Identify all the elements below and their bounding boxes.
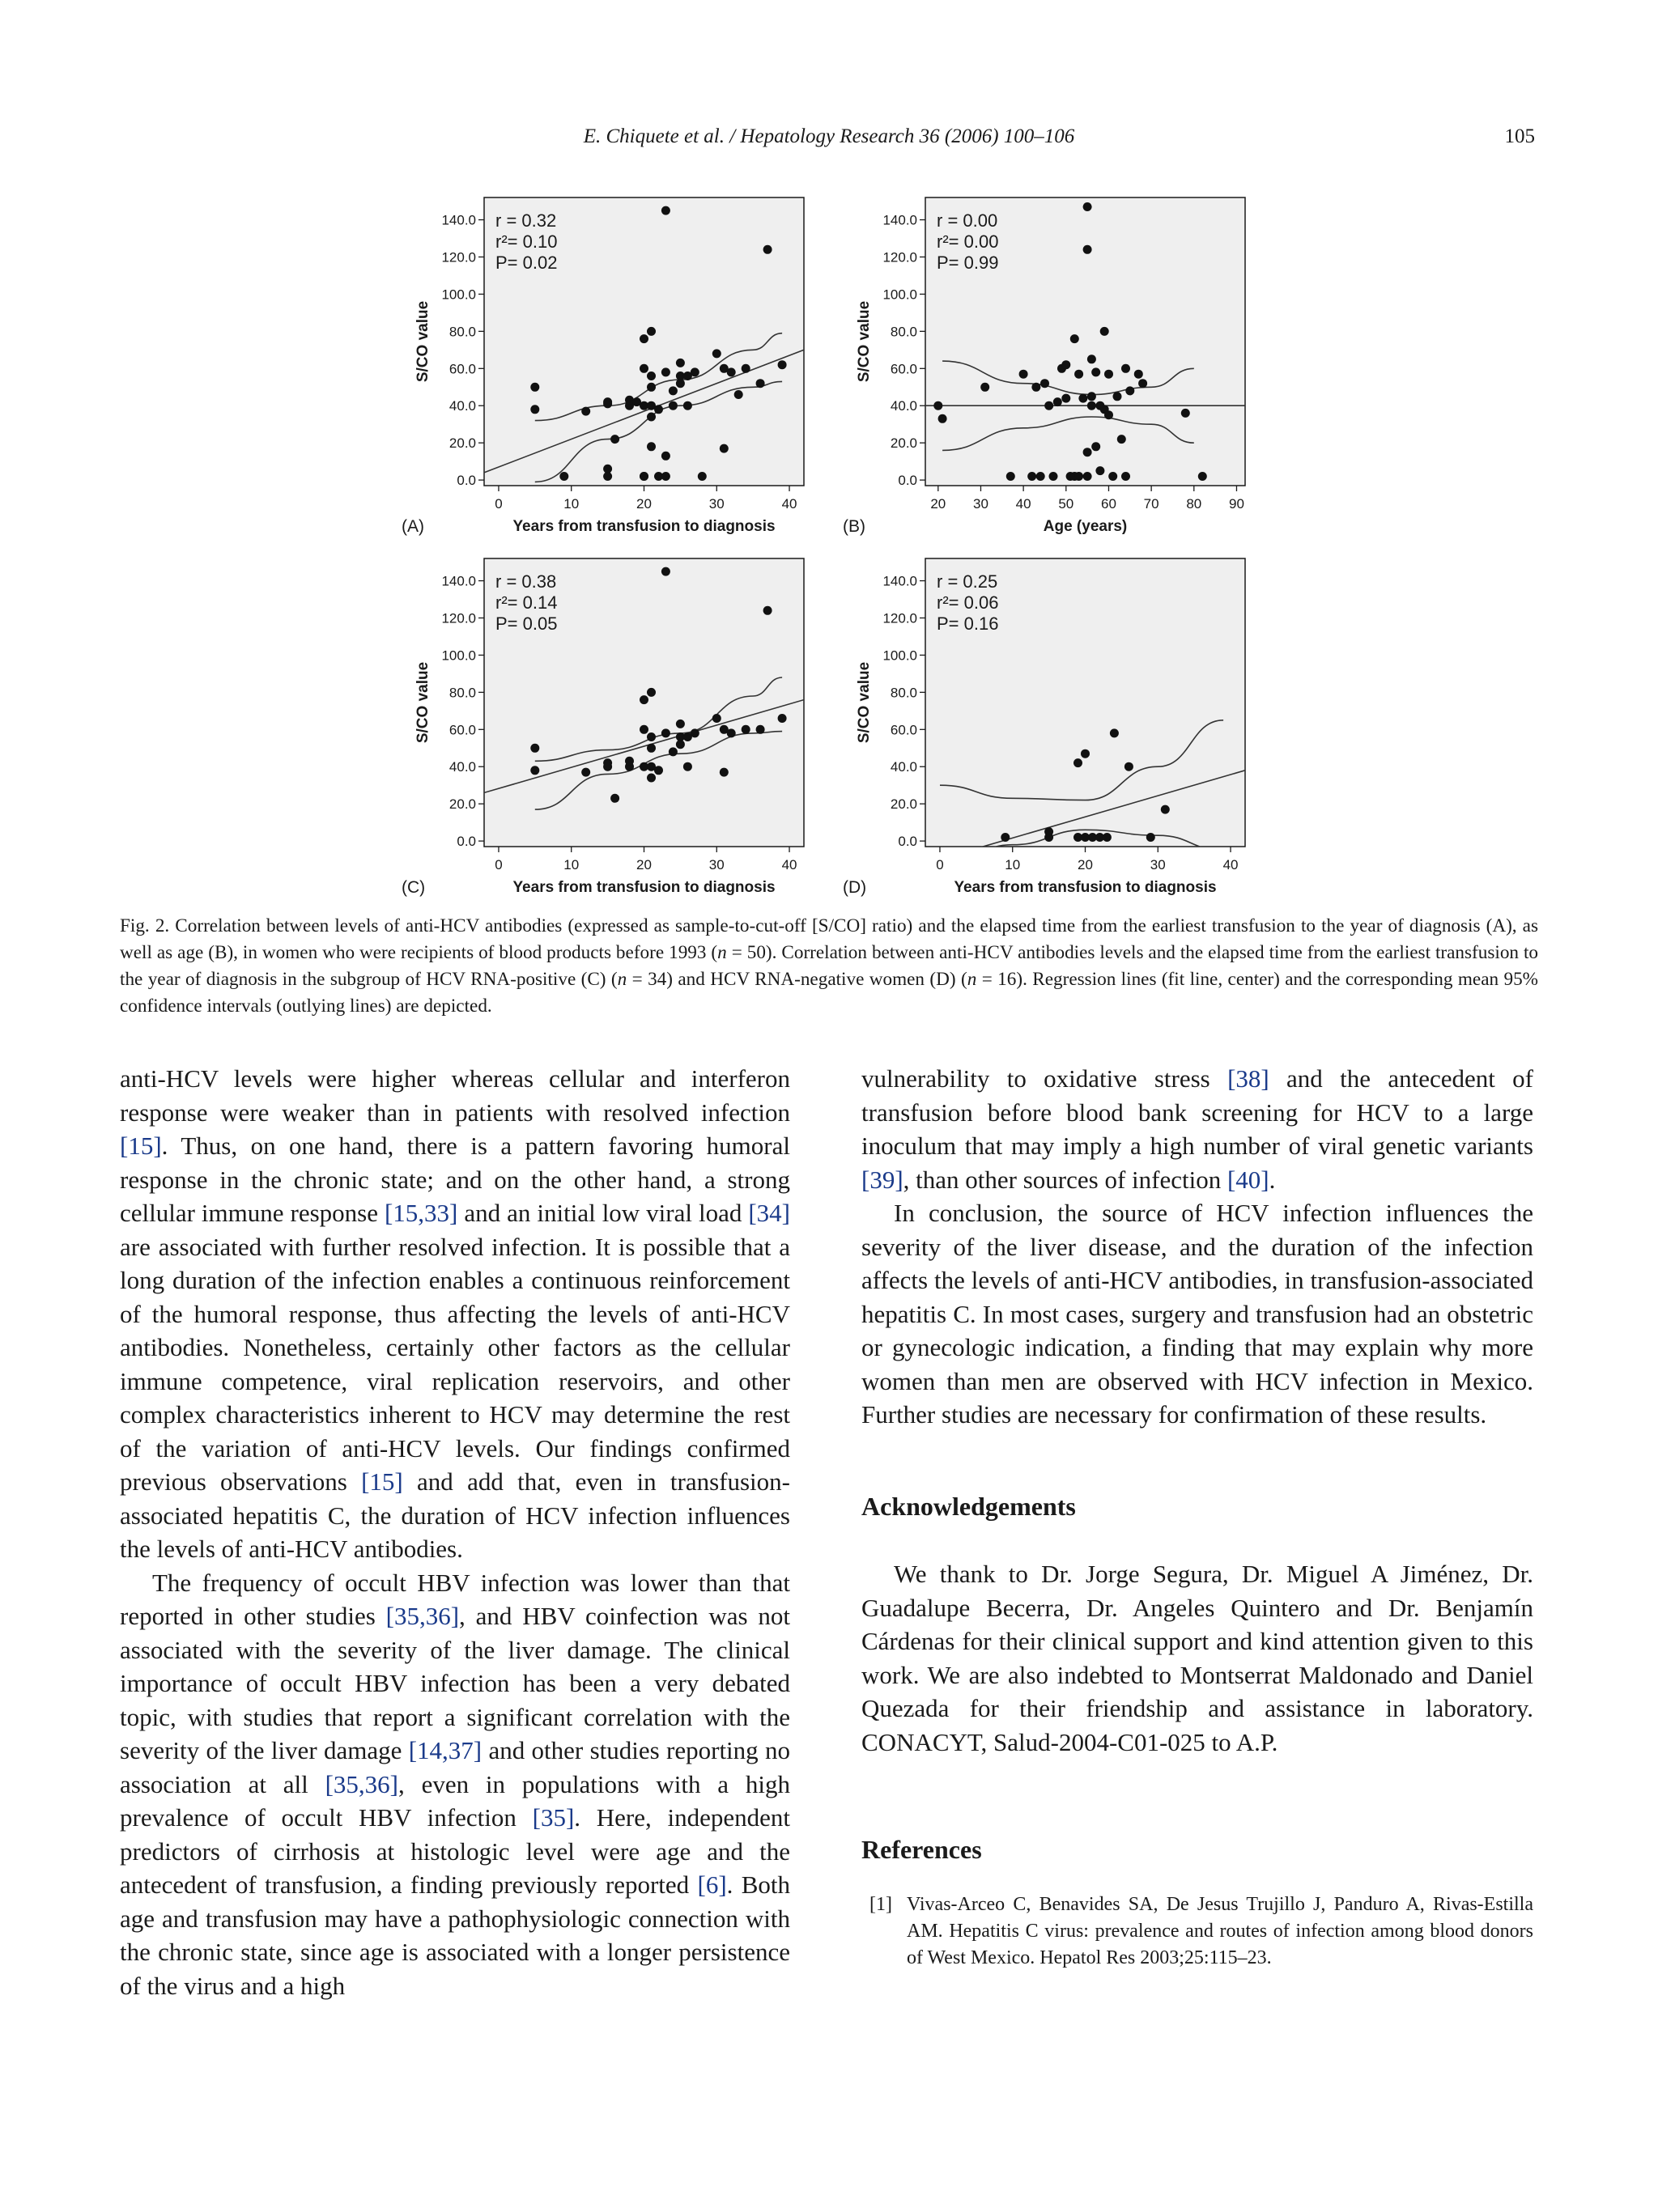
data-point [1124, 762, 1133, 771]
x-tick-label: 20 [1078, 857, 1093, 872]
data-point [647, 383, 656, 392]
data-point [698, 472, 707, 481]
paragraph: In conclusion, the source of HCV infection influences the severity of the liver disease, and the duration of the infection affects the levels of anti-HCV antibodies, in transfusion-associated hepatitis C. In most cases, surgery and transfusion had an obstetric or gynecologic indication, a finding that may explain why more women than men are observed with HCV infection in Mexico. Further studies are necessary for confirmation of these results. [861, 1199, 1533, 1429]
references-heading: References [861, 1835, 982, 1864]
figure-2-plots [387, 186, 1278, 898]
data-point [647, 732, 656, 741]
data-point [676, 720, 685, 728]
figure-2 [387, 186, 1278, 898]
caption-n-1: n [717, 942, 727, 963]
data-point [610, 794, 619, 803]
data-point [603, 472, 612, 481]
stats-label: r²= 0.06 [937, 592, 999, 613]
stats-label: P= 0.05 [495, 614, 558, 634]
data-point [778, 360, 787, 369]
acknowledgements-text: We thank to Dr. Jorge Segura, Dr. Miguel A Jiménez, Dr. Guadalupe Becerra, Dr. Angeles Quintero and Dr. Benjamín Cárdenas for their clinical support and kind attention given to this work. We are also indebted to Montserrat Maldonado and Daniel Quezada for their friendship and assistance in laboratory. CONACYT, Salud-2004-C01-025 to A.P. [861, 1560, 1533, 1756]
text-run: and add that, even in transfusion-associated hepatitis C, the duration of HCV infection influences the levels of anti-HCV antibodies. [120, 1467, 790, 1563]
y-axis-label: S/CO value [856, 661, 873, 744]
y-tick-label: 0.0 [457, 834, 476, 850]
text-run: vulnerability to oxidative stress [861, 1064, 1228, 1093]
data-point [683, 762, 692, 771]
data-point [1019, 370, 1028, 379]
data-point [647, 371, 656, 380]
data-point [676, 359, 685, 367]
y-tick-label: 40.0 [449, 759, 476, 775]
data-point [1100, 327, 1109, 336]
stats-label: P= 0.02 [495, 253, 558, 273]
data-point [742, 725, 750, 734]
y-tick-label: 140.0 [882, 573, 917, 589]
data-point [1083, 472, 1092, 481]
stats-label: r = 0.25 [937, 571, 998, 592]
data-point [661, 367, 670, 376]
data-point [640, 472, 648, 481]
data-point [1181, 409, 1190, 418]
y-tick-label: 20.0 [449, 435, 476, 452]
y-axis-label: S/CO value [414, 300, 432, 383]
paragraph [120, 1566, 790, 2003]
data-point [1073, 758, 1082, 767]
data-point [640, 364, 648, 373]
data-point [1104, 410, 1113, 419]
x-tick-label: 10 [1005, 857, 1021, 872]
data-point [1061, 360, 1070, 369]
x-tick-label: 10 [563, 857, 580, 872]
y-axis-label: S/CO value [414, 661, 432, 744]
citation-link[interactable]: [6] [697, 1870, 727, 1899]
y-tick-label: 40.0 [890, 398, 917, 414]
x-axis-label: Years from transfusion to diagnosis [954, 879, 1217, 896]
running-header [0, 125, 1658, 158]
data-point [727, 367, 736, 376]
stats-label: r = 0.00 [937, 210, 998, 231]
data-point [676, 740, 685, 749]
citation-link[interactable]: [40] [1226, 1165, 1269, 1194]
y-tick-label: 80.0 [890, 324, 917, 340]
data-point [1083, 245, 1092, 254]
y-tick-label: 120.0 [441, 249, 476, 265]
text-run: . Here, independent predictors of cirrhosis at histologic level were age and the antecedent of transfusion, a finding previously reported [120, 1803, 791, 1899]
data-point [1198, 472, 1207, 481]
y-tick-label: 140.0 [882, 212, 917, 228]
x-tick-label: 30 [973, 496, 988, 512]
citation-link[interactable]: [15] [120, 1131, 162, 1160]
x-tick-label: 30 [1150, 857, 1166, 872]
text-run: The frequency of occult HBV infection was lower than that reported in other studies [120, 1568, 790, 1630]
data-point [938, 414, 947, 423]
data-point [603, 762, 612, 771]
paragraph [861, 1062, 1533, 1196]
running-head: E. Chiquete et al. / Hepatology Research 36 (2006) 100–106 [583, 125, 1075, 147]
data-point [1044, 827, 1053, 836]
text-run: and an initial low viral load [457, 1199, 749, 1227]
text-run: anti-HCV levels were higher whereas cellular and interferon response were weaker than in patients with resolved infection [120, 1064, 790, 1127]
x-tick-label: 20 [636, 857, 652, 872]
data-point [1110, 728, 1119, 737]
data-point [669, 747, 678, 756]
x-axis-label: Years from transfusion to diagnosis [512, 879, 776, 896]
y-tick-label: 100.0 [882, 287, 917, 303]
text-run: , than other sources of infection [903, 1165, 1227, 1194]
y-tick-label: 40.0 [890, 759, 917, 775]
text-run: are associated with further resolved infection. It is possible that a long duration of the infection enables a continuous reinforcement of the humoral response, thus affecting the levels of anti-HCV antibodies. Nonetheless, certainly other factors as the cellular immune competence, viral replication reservoirs, and other complex characteristics inherent to HCV may determine the rest of the variation of anti-HCV levels. Our findings confirmed previous observations [120, 1232, 790, 1496]
caption-text-4: = 16). Regression lines (fit line, center) and the corresponding mean 95% confidence intervals (outlying lines) are depicted. [120, 969, 1538, 1017]
data-point [647, 774, 656, 783]
page-number: 105 [1504, 125, 1535, 147]
y-tick-label: 80.0 [890, 685, 917, 701]
data-point [610, 435, 619, 444]
x-tick-label: 0 [495, 857, 503, 872]
citation-link[interactable]: [14,37] [408, 1736, 483, 1764]
data-point [683, 401, 692, 410]
data-point [691, 728, 699, 737]
y-tick-label: 80.0 [449, 324, 476, 340]
text-run: and other studies reporting no association at all [120, 1736, 791, 1798]
y-tick-label: 0.0 [898, 473, 917, 489]
x-tick-label: 40 [1222, 857, 1239, 872]
left-column [120, 1062, 790, 2002]
data-point [661, 206, 670, 215]
reference-number: [1] [869, 1893, 892, 1915]
data-point [530, 383, 539, 392]
stats-label: r = 0.38 [495, 571, 557, 592]
y-tick-label: 140.0 [441, 212, 476, 228]
y-tick-label: 120.0 [882, 249, 917, 265]
data-point [530, 405, 539, 414]
data-point [1070, 334, 1079, 343]
data-point [1044, 401, 1053, 410]
data-point [559, 472, 568, 481]
y-tick-label: 60.0 [890, 722, 917, 738]
citation-link[interactable]: [38] [1227, 1064, 1269, 1093]
panel-label: (D) [843, 878, 867, 897]
reference-text: Vivas-Arceo C, Benavides SA, De Jesus Trujillo J, Panduro A, Rivas-Estilla AM. Hepatitis C virus: prevalence and routes of infection among blood donors of West Mexico. Hepatol Res 2003;25:115–23. [907, 1893, 1533, 1968]
right-column [861, 1062, 1533, 1972]
x-axis-label: Age (years) [1043, 518, 1128, 535]
panel-label: (C) [402, 878, 426, 897]
data-point [1091, 367, 1100, 376]
data-point [669, 386, 678, 395]
citation-link[interactable]: [35,36] [325, 1769, 398, 1798]
data-point [712, 714, 721, 723]
paragraph [120, 1062, 790, 1566]
data-point [661, 728, 670, 737]
y-axis-label: S/CO value [856, 300, 873, 383]
data-point [1074, 472, 1083, 481]
text-run: . [1269, 1165, 1276, 1194]
y-tick-label: 20.0 [890, 796, 917, 813]
data-point [1121, 472, 1130, 481]
x-tick-label: 40 [781, 496, 797, 512]
y-tick-label: 60.0 [890, 361, 917, 377]
y-tick-label: 100.0 [882, 647, 917, 664]
y-tick-label: 0.0 [898, 834, 917, 850]
y-tick-label: 40.0 [449, 398, 476, 414]
caption-text-3: = 34) and HCV RNA-negative women (D) ( [627, 969, 967, 990]
data-point [720, 444, 729, 453]
x-tick-label: 60 [1101, 496, 1116, 512]
data-point [691, 367, 699, 376]
x-tick-label: 30 [708, 496, 725, 512]
citation-link[interactable]: [15,33] [384, 1199, 458, 1227]
x-axis-label: Years from transfusion to diagnosis [512, 518, 776, 535]
figure-caption [120, 913, 1538, 1020]
citation-link[interactable]: [34] [748, 1199, 790, 1227]
panel-label: (B) [843, 517, 865, 536]
data-point [640, 725, 648, 734]
data-point [1078, 394, 1087, 403]
x-tick-label: 40 [781, 857, 797, 872]
y-tick-label: 100.0 [441, 287, 476, 303]
data-point [647, 688, 656, 697]
x-tick-label: 90 [1229, 496, 1244, 512]
data-point [581, 407, 590, 416]
data-point [647, 327, 656, 336]
y-tick-label: 60.0 [449, 361, 476, 377]
data-point [756, 379, 765, 388]
data-point [933, 401, 942, 410]
y-tick-label: 60.0 [449, 722, 476, 738]
data-point [1161, 805, 1170, 814]
data-point [530, 766, 539, 775]
data-point [654, 766, 663, 775]
data-point [1006, 472, 1015, 481]
data-point [1087, 401, 1096, 410]
data-point [1117, 435, 1126, 444]
data-point [1091, 442, 1100, 451]
data-point [625, 757, 634, 766]
stats-label: r = 0.32 [495, 210, 557, 231]
data-point [734, 390, 743, 399]
data-point [676, 379, 685, 388]
data-point [1121, 364, 1130, 373]
data-point [1113, 392, 1122, 401]
y-tick-label: 20.0 [449, 796, 476, 813]
data-point [1081, 749, 1090, 758]
y-tick-label: 120.0 [882, 610, 917, 626]
stats-label: P= 0.99 [937, 253, 999, 273]
panel-label: (A) [402, 517, 424, 536]
data-point [1040, 379, 1049, 388]
citation-link[interactable]: [15] [361, 1467, 403, 1496]
reference-list [861, 1891, 1533, 1972]
data-point [763, 606, 772, 615]
data-point [661, 472, 670, 481]
text-run: . Thus, on one hand, there is a pattern favoring humoral response in the chronic state; and on the other hand, a strong cellular immune response [120, 1131, 790, 1227]
data-point [1146, 833, 1155, 842]
data-point [1087, 392, 1096, 401]
x-tick-label: 20 [636, 496, 652, 512]
y-tick-label: 100.0 [441, 647, 476, 664]
caption-n-3: n [967, 969, 977, 990]
data-point [1083, 202, 1092, 211]
x-tick-label: 20 [930, 496, 946, 512]
text-run: and the antecedent of transfusion before blood bank screening for HCV to a large inoculum that may imply a high number of viral genetic variants [861, 1064, 1533, 1160]
data-point [1074, 370, 1083, 379]
caption-text-2: = 50). Correlation between anti-HCV antibodies levels and the elapsed time from the earliest transfusion to the year of diagnosis in the subgroup of HCV RNA-positive (C) ( [120, 942, 1538, 990]
data-point [720, 768, 729, 777]
data-point [1134, 370, 1143, 379]
data-point [712, 349, 721, 358]
x-tick-label: 80 [1186, 496, 1202, 512]
x-tick-label: 10 [563, 496, 580, 512]
data-point [980, 383, 989, 392]
data-point [1103, 833, 1112, 842]
y-tick-label: 140.0 [441, 573, 476, 589]
citation-link[interactable]: [35] [532, 1803, 575, 1832]
stats-label: r²= 0.10 [495, 231, 558, 252]
data-point [742, 364, 750, 373]
x-tick-label: 40 [1015, 496, 1031, 512]
data-point [1061, 394, 1070, 403]
y-tick-label: 120.0 [441, 610, 476, 626]
data-point [1125, 386, 1134, 395]
data-point [1053, 397, 1062, 406]
stats-label: r²= 0.00 [937, 231, 999, 252]
text-run: , even in populations with a high prevalence of occult HBV infection [120, 1769, 790, 1832]
data-point [581, 768, 590, 777]
y-tick-label: 0.0 [457, 473, 476, 489]
data-point [603, 397, 612, 406]
caption-text-1: Fig. 2. Correlation between levels of anti-HCV antibodies (expressed as sample-to-cut-off [S/CO] ratio) and the elapsed time from the earliest transfusion to the year of diagnosis (A), as well as age (B), in women who were recipients of blood products before 1993 ( [120, 915, 1538, 963]
data-point [1027, 472, 1036, 481]
text-run: , and HBV coinfection was not associated with the severity of the liver damage. The clinical importance of occult HBV infection has been a very debated topic, with studies that report a significant correlation with the severity of the liver damage [120, 1602, 790, 1764]
data-point [669, 401, 678, 410]
data-point [640, 695, 648, 704]
text-run: . Both age and transfusion may have a pathophysiologic connection with the chronic state, since age is associated with a longer persistence of the virus and a high [120, 1870, 791, 2000]
data-point [661, 567, 670, 576]
data-point [654, 405, 663, 414]
acknowledgements-heading: Acknowledgements [861, 1491, 1076, 1521]
data-point [1104, 370, 1113, 379]
caption-n-2: n [617, 969, 627, 990]
data-point [1083, 448, 1092, 456]
data-point [640, 334, 648, 343]
x-tick-label: 0 [495, 496, 503, 512]
x-tick-label: 50 [1058, 496, 1074, 512]
data-point [1108, 472, 1117, 481]
reference-item [861, 1891, 1533, 1972]
y-tick-label: 80.0 [449, 685, 476, 701]
x-tick-label: 0 [936, 857, 944, 872]
x-tick-label: 70 [1143, 496, 1159, 512]
citation-link[interactable]: [39] [861, 1165, 903, 1194]
data-point [1095, 466, 1104, 475]
data-point [1001, 833, 1010, 842]
x-tick-label: 30 [708, 857, 725, 872]
stats-label: r²= 0.14 [495, 592, 558, 613]
data-point [1138, 379, 1147, 388]
data-point [661, 452, 670, 461]
data-point [1049, 472, 1058, 481]
stats-label: P= 0.16 [937, 614, 999, 634]
data-point [647, 442, 656, 451]
data-point [778, 714, 787, 723]
data-point [647, 413, 656, 422]
data-point [1087, 355, 1096, 363]
data-point [647, 744, 656, 753]
data-point [763, 245, 772, 254]
data-point [1036, 472, 1045, 481]
data-point [530, 744, 539, 753]
data-point [756, 725, 765, 734]
y-tick-label: 20.0 [890, 435, 917, 452]
data-point [727, 728, 736, 737]
data-point [1031, 383, 1040, 392]
citation-link[interactable]: [35,36] [385, 1602, 460, 1630]
